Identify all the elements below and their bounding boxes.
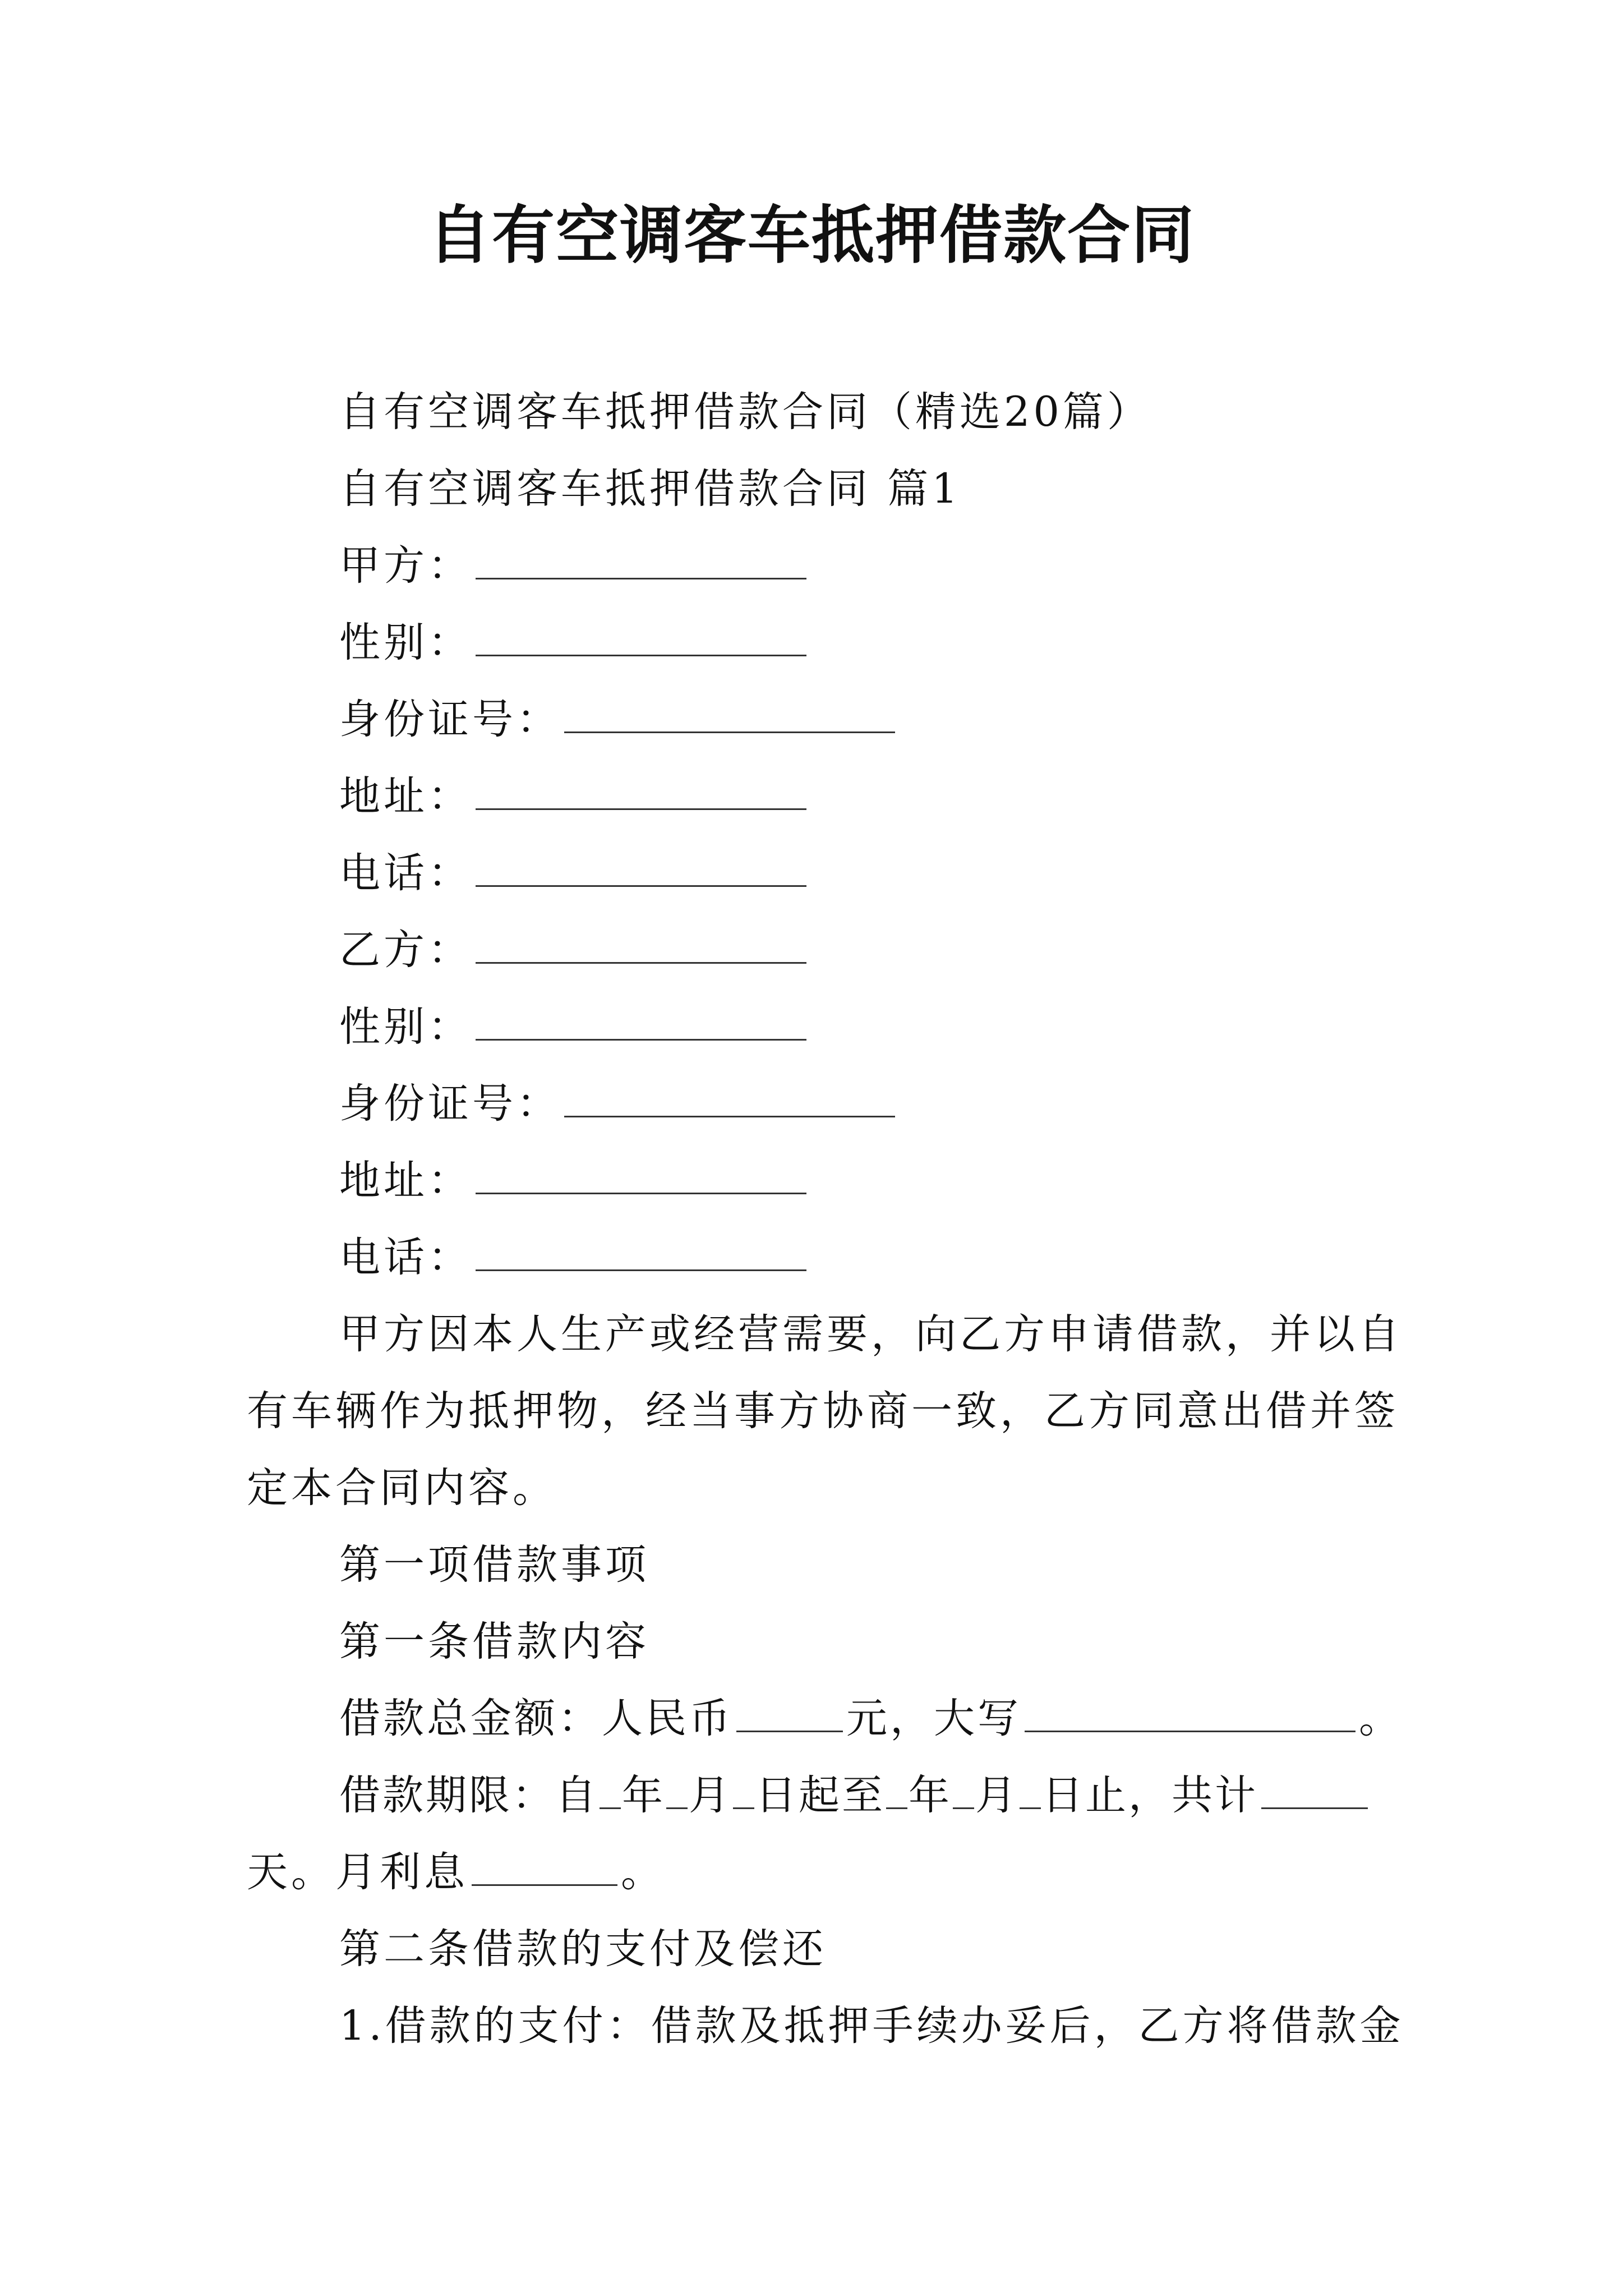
end-month-blank[interactable] bbox=[953, 1773, 974, 1809]
start-year-blank[interactable] bbox=[600, 1773, 621, 1809]
party-b-row bbox=[339, 922, 810, 978]
party-a-blank[interactable] bbox=[476, 543, 806, 579]
loan-term-f: 月 bbox=[975, 1772, 1018, 1819]
party-b-phone-label: 电话： bbox=[339, 1234, 472, 1281]
payment-clause-line: 1.借款的支付：借款及抵押手续办妥后，乙方将借款金 bbox=[339, 2002, 1404, 2050]
article-2-heading: 第二条借款的支付及偿还 bbox=[339, 1925, 827, 1973]
party-a-label: 甲方： bbox=[339, 542, 472, 590]
start-month-blank[interactable] bbox=[666, 1773, 688, 1809]
loan-term-d: 日起至 bbox=[755, 1772, 885, 1819]
party-b-id-label: 身份证号： bbox=[339, 1080, 561, 1128]
total-days-blank[interactable] bbox=[1261, 1773, 1368, 1809]
party-a-gender-row bbox=[339, 615, 810, 671]
document-subtitle: 自有空调客车抵押借款合同（精选20篇） bbox=[339, 388, 1151, 436]
loan-amount-mid: 元，大写 bbox=[846, 1695, 1021, 1742]
loan-term-b: 年 bbox=[622, 1772, 665, 1819]
party-b-phone-row bbox=[339, 1230, 810, 1286]
loan-amount-words-blank[interactable] bbox=[1025, 1696, 1355, 1732]
party-a-id-label: 身份证号： bbox=[339, 696, 561, 743]
item-1-heading: 第一项借款事项 bbox=[339, 1541, 649, 1589]
party-b-gender-label: 性别： bbox=[339, 1003, 472, 1051]
party-b-address-row bbox=[339, 1153, 810, 1209]
intro-paragraph-line-3: 定本合同内容。 bbox=[247, 1464, 557, 1512]
party-b-id-row bbox=[339, 1076, 898, 1132]
party-b-phone-blank[interactable] bbox=[476, 1235, 806, 1271]
party-b-label: 乙方： bbox=[339, 926, 472, 974]
intro-paragraph-line-1: 甲方因本人生产或经营需要，向乙方申请借款，并以自 bbox=[339, 1310, 1403, 1358]
party-b-address-label: 地址： bbox=[339, 1157, 472, 1204]
party-a-id-blank[interactable] bbox=[564, 697, 895, 733]
loan-term-a: 借款期限：自 bbox=[339, 1772, 598, 1819]
end-day-blank[interactable] bbox=[1020, 1773, 1041, 1809]
loan-amount-prefix: 借款总金额：人民币 bbox=[339, 1695, 733, 1742]
party-a-gender-blank[interactable] bbox=[476, 620, 806, 656]
party-a-phone-blank[interactable] bbox=[476, 850, 806, 887]
loan-term-c: 月 bbox=[689, 1772, 732, 1819]
end-year-blank[interactable] bbox=[886, 1773, 907, 1809]
party-a-gender-label: 性别： bbox=[339, 619, 472, 666]
loan-term-g: 日止，共计 bbox=[1042, 1772, 1258, 1819]
loan-amount-row bbox=[339, 1691, 1403, 1747]
party-a-id-row bbox=[339, 692, 898, 748]
party-b-gender-blank[interactable] bbox=[476, 1004, 806, 1041]
loan-term-row bbox=[339, 1768, 1371, 1824]
party-b-blank[interactable] bbox=[476, 927, 806, 964]
party-a-address-row bbox=[339, 769, 810, 825]
party-a-phone-row bbox=[339, 845, 810, 901]
party-b-gender-row bbox=[339, 999, 810, 1055]
monthly-interest-end: 。 bbox=[621, 1848, 665, 1896]
party-a-address-blank[interactable] bbox=[476, 774, 806, 810]
party-a-phone-label: 电话： bbox=[339, 849, 472, 897]
monthly-interest-prefix: 天。月利息 bbox=[247, 1848, 468, 1896]
monthly-interest-row bbox=[247, 1844, 665, 1901]
loan-amount-blank[interactable] bbox=[736, 1696, 843, 1732]
document-title: 自有空调客车抵押借款合同 bbox=[428, 199, 1195, 272]
party-a-address-label: 地址： bbox=[339, 772, 472, 820]
party-b-address-blank[interactable] bbox=[476, 1158, 806, 1194]
intro-paragraph-line-2: 有车辆作为抵押物，经当事方协商一致，乙方同意出借并签 bbox=[247, 1387, 1399, 1435]
monthly-interest-blank[interactable] bbox=[472, 1849, 617, 1886]
party-b-id-blank[interactable] bbox=[564, 1081, 895, 1117]
loan-amount-end: 。 bbox=[1359, 1695, 1403, 1742]
start-day-blank[interactable] bbox=[733, 1773, 754, 1809]
article-1-heading: 第一条借款内容 bbox=[339, 1618, 649, 1665]
loan-term-e: 年 bbox=[909, 1772, 952, 1819]
party-a-row bbox=[339, 538, 810, 594]
section-heading: 自有空调客车抵押借款合同 篇1 bbox=[339, 465, 961, 513]
